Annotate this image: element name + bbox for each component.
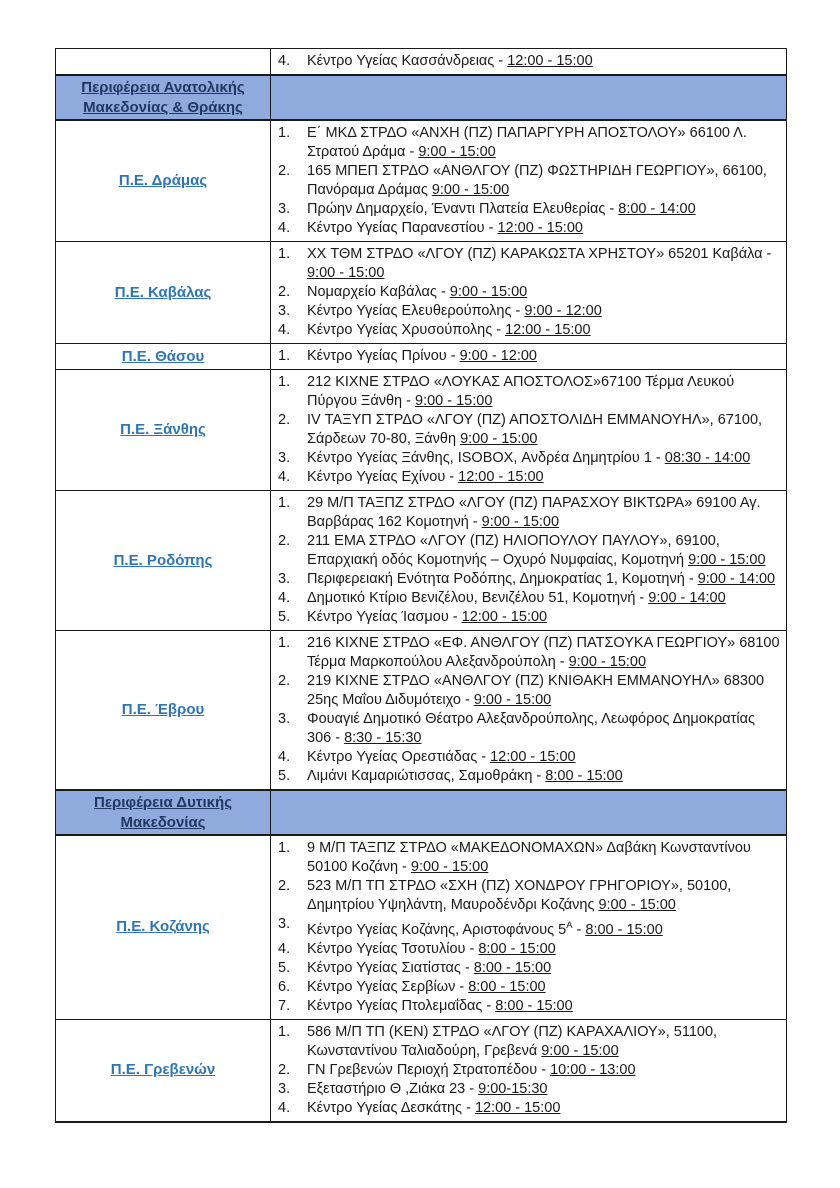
schedule-item	[278, 124, 780, 162]
item-location-text: Λιμάνι Καμαριώτισσας, Σαμοθράκη -	[307, 768, 546, 784]
region-header-cell	[56, 790, 271, 835]
schedule-item	[278, 1099, 780, 1118]
item-number: 5.	[278, 609, 291, 625]
item-text	[307, 1023, 780, 1061]
schedule-item	[278, 940, 780, 959]
locations-cell	[271, 49, 787, 76]
item-time: 9:00 - 15:00	[415, 393, 493, 409]
item-text	[307, 570, 780, 589]
item-location-text: Κέντρο Υγείας Εχίνου -	[307, 469, 459, 485]
schedule-item	[278, 672, 780, 710]
item-text	[307, 283, 780, 302]
item-number: 4.	[278, 322, 291, 338]
item-location-text: 219 ΚΙΧΝΕ ΣΤΡΔΟ «ΑΝΘΛΓΟΥ (ΠΖ) ΚΝΙΘΑΚΗ ΕΜΜΑΝΟΥΗΛ» 68300 25ης Μαΐου Διδυμότειχο -	[307, 673, 765, 708]
item-time: 8:00 - 15:00	[585, 921, 663, 938]
item-location-text: Φουαγιέ Δημοτικό Θέατρο Αλεξανδρούπολης, Λεωφόρος Δημοκρατίας 306 -	[307, 711, 755, 746]
schedule-item	[278, 877, 780, 915]
item-text	[307, 978, 780, 997]
region-header-row	[56, 790, 787, 835]
item-number: 3.	[278, 571, 291, 587]
unit-name-cell	[56, 835, 271, 1019]
schedule-item	[278, 839, 780, 877]
item-location-text: Κέντρο Υγείας Ίασμου -	[307, 609, 462, 625]
locations-cell	[271, 344, 787, 370]
item-number: 1.	[278, 348, 291, 364]
item-location-text: Εξεταστήριο Θ ,Ζιάκα 23 -	[307, 1080, 479, 1097]
schedule-item	[278, 449, 780, 468]
item-number: 2.	[278, 673, 291, 689]
item-text	[307, 1080, 780, 1099]
item-number: 1.	[278, 1023, 291, 1040]
schedule-item	[278, 997, 780, 1016]
schedule-item	[278, 1080, 780, 1099]
item-number: 4.	[278, 590, 291, 606]
item-location-text: Πρώην Δημαρχείο, Έναντι Πλατεία Ελευθερίας -	[307, 201, 619, 217]
schedule-item	[278, 710, 780, 748]
item-location-text: 212 ΚΙΧΝΕ ΣΤΡΔΟ «ΛΟΥΚΑΣ ΑΠΟΣΤΟΛΟΣ»67100 Τέρμα Λευκού Πύργου Ξάνθη -	[307, 374, 735, 409]
item-number: 2.	[278, 1061, 291, 1078]
locations-cell	[271, 1019, 787, 1122]
item-number: 1.	[278, 635, 291, 651]
item-location-text: 586 Μ/Π ΤΠ (ΚΕΝ) ΣΤΡΔΟ «ΛΓΟΥ (ΠΖ) ΚΑΡΑΧΑΛΙΟΥ», 51100, Κωνσταντίνου Ταλιαδούρη, Γρεβενά	[307, 1023, 718, 1059]
unit-name-link[interactable]: Π.Ε. Γρεβενών	[110, 1061, 216, 1079]
schedule-item	[278, 748, 780, 767]
item-location-text: Κέντρο Υγείας Σιατίστας -	[307, 959, 474, 976]
unit-row	[56, 120, 787, 242]
schedule-item	[278, 283, 780, 302]
item-time: 12:00 - 15:00	[490, 749, 576, 765]
unit-row	[56, 1019, 787, 1122]
item-text	[307, 589, 780, 608]
item-number: 4.	[278, 749, 291, 765]
item-number: 4.	[278, 940, 291, 957]
item-text	[307, 468, 780, 487]
item-number: 4.	[278, 1099, 291, 1116]
item-time: 12:00 - 15:00	[505, 322, 591, 338]
schedule-item	[278, 978, 780, 997]
item-time: 9:00 - 15:00	[568, 654, 647, 670]
item-number: 5.	[278, 959, 291, 976]
item-time: 9:00-15:30	[478, 1080, 548, 1097]
item-number: 5.	[278, 768, 291, 784]
schedule-item	[278, 373, 780, 411]
item-location-text: Περιφερειακή Ενότητα Ροδόπης, Δημοκρατίας 1, Κομοτηνή -	[307, 571, 698, 587]
schedule-item	[278, 52, 780, 71]
schedule-item	[278, 162, 780, 200]
locations-cell	[271, 242, 787, 344]
item-text	[307, 373, 780, 411]
region-header-label[interactable]: Περιφέρεια Δυτικής Μακεδονίας	[94, 794, 232, 831]
item-time: 9:00 - 15:00	[473, 692, 552, 708]
unit-name-cell	[56, 344, 271, 370]
schedule-item	[278, 570, 780, 589]
item-text	[307, 347, 780, 366]
schedule-item	[278, 634, 780, 672]
item-text	[307, 532, 780, 570]
item-location-text: Κέντρο Υγείας Πτολεμαΐδας -	[307, 997, 496, 1014]
item-text	[307, 1061, 780, 1080]
region-table-body	[56, 49, 787, 1122]
item-number: 1.	[278, 840, 291, 856]
unit-row	[56, 370, 787, 491]
item-location-text: 211 ΕΜΑ ΣΤΡΔΟ «ΛΓΟΥ (ΠΖ) ΗΛΙΟΠΟΥΛΟΥ ΠΑΥΛΟΥ», 69100, Επαρχιακή οδός Κομοτηνής – Οχυρό Νυμφαίας, Κομοτηνή	[307, 533, 720, 568]
schedule-item	[278, 468, 780, 487]
unit-row	[56, 631, 787, 791]
unit-row	[56, 344, 787, 370]
unit-row	[56, 242, 787, 344]
item-number: 3.	[278, 1080, 291, 1097]
schedule-item	[278, 200, 780, 219]
item-location-text: Νομαρχείο Καβάλας -	[307, 284, 450, 300]
item-text	[307, 52, 780, 71]
item-number: 4.	[278, 469, 291, 485]
unit-name-link[interactable]: Π.Ε. Κοζάνης	[116, 918, 210, 936]
item-time: 8:00 - 15:00	[545, 768, 623, 784]
item-location-text: Ε΄ ΜΚΔ ΣΤΡΔΟ «ΑΝΧΗ (ΠΖ) ΠΑΠΑΡΓΥΡΗ ΑΠΟΣΤΟΛΟΥ» 66100 Λ. Στρατού Δράμα -	[307, 125, 747, 160]
unit-name-cell	[56, 49, 271, 76]
unit-name-cell	[56, 1019, 271, 1122]
schedule-item	[278, 915, 780, 940]
item-time: 9:00 - 15:00	[418, 144, 496, 160]
item-location-text: Κέντρο Υγείας Χρυσούπολης -	[307, 322, 506, 338]
item-text	[307, 302, 780, 321]
schedule-item	[278, 494, 780, 532]
item-location-text: Δημοτικό Κτίριο Βενιζέλου, Βενιζέλου 51, Κομοτηνή -	[307, 590, 649, 606]
schedule-item	[278, 219, 780, 238]
item-number: 4.	[278, 53, 291, 69]
item-number: 4.	[278, 220, 291, 236]
item-number: 3.	[278, 711, 291, 727]
item-text	[307, 219, 780, 238]
locations-cell	[271, 835, 787, 1019]
locations-cell	[271, 120, 787, 242]
item-text	[307, 839, 780, 877]
unit-name-link[interactable]: Π.Ε. Θάσου	[121, 347, 205, 365]
item-time: 9:00 - 15:00	[460, 431, 538, 447]
unit-row	[56, 491, 787, 631]
schedule-item	[278, 411, 780, 449]
item-number: 2.	[278, 412, 291, 428]
item-number: 1.	[278, 495, 291, 511]
item-location-text: ΓΝ Γρεβενών Περιοχή Στρατοπέδου -	[307, 1061, 551, 1078]
unit-name-link[interactable]: Π.Ε. Έβρου	[121, 701, 205, 718]
item-text	[307, 200, 780, 219]
item-number: 3.	[278, 916, 291, 932]
schedule-item	[278, 608, 780, 627]
schedule-item	[278, 302, 780, 321]
schedule-item	[278, 1023, 780, 1061]
unit-name-link[interactable]: Π.Ε. Καβάλας	[114, 283, 212, 301]
schedule-item	[278, 589, 780, 608]
item-text	[307, 162, 780, 200]
item-location-text: 29 Μ/Π ΤΑΞΠΖ ΣΤΡΔΟ «ΛΓΟΥ (ΠΖ) ΠΑΡΑΣΧΟΥ ΒΙΚΤΩΡΑ» 69100 Αγ. Βαρβάρας 162 Κομοτηνή -	[307, 495, 761, 530]
item-text	[307, 748, 780, 767]
item-time: 8:00 - 15:00	[468, 978, 546, 995]
unit-name-cell	[56, 631, 271, 791]
item-number: 3.	[278, 450, 291, 466]
locations-cell	[271, 631, 787, 791]
unit-name-cell	[56, 120, 271, 242]
item-time: 9:00 - 12:00	[459, 348, 537, 364]
item-time: 12:00 - 15:00	[474, 1099, 561, 1116]
unit-name-link[interactable]: Π.Ε. Ξάνθης	[120, 421, 206, 438]
item-location-text: -	[572, 921, 586, 938]
region-header-row	[56, 75, 787, 120]
item-text	[307, 321, 780, 340]
item-location-text: 523 Μ/Π ΤΠ ΣΤΡΔΟ «ΣΧΗ (ΠΖ) ΧΟΝΔΡΟΥ ΓΡΗΓΟΡΙΟΥ», 50100, Δημητρίου Υψηλάντη, Μαυροδένδρι Κοζάνης	[307, 878, 732, 913]
item-text	[307, 767, 780, 786]
item-location-text: XX ΤΘΜ ΣΤΡΔΟ «ΛΓΟΥ (ΠΖ) ΚΑΡΑΚΩΣΤΑ ΧΡΗΣΤΟΥ» 65201 Καβάλα -	[307, 246, 772, 262]
item-location-text: Κέντρο Υγείας Ξάνθης, ISOBOX, Ανδρέα Δημητρίου 1 -	[307, 450, 665, 466]
item-text	[307, 997, 780, 1016]
item-time: 8:00 - 15:00	[478, 940, 556, 957]
item-time: 9:00 - 12:00	[524, 303, 602, 319]
item-number: 7.	[278, 997, 291, 1014]
item-time: 9:00 - 15:00	[481, 514, 560, 530]
item-location-text: 165 ΜΠΕΠ ΣΤΡΔΟ «ΑΝΘΛΓΟΥ (ΠΖ) ΦΩΣΤΗΡΙΔΗ ΓΕΩΡΓΙΟΥ», 66100, Πανόραμα Δράμας	[307, 163, 767, 198]
locations-cell	[271, 491, 787, 631]
item-location-text: 9 Μ/Π ΤΑΞΠΖ ΣΤΡΔΟ «ΜΑΚΕΔΟΝΟΜΑΧΩΝ» Δαβάκη Κωνσταντίνου 50100 Κοζάνη -	[307, 840, 751, 875]
item-number: 6.	[278, 978, 291, 995]
item-time: 9:00 - 14:00	[697, 571, 776, 587]
item-time: 08:30 - 14:00	[664, 450, 751, 466]
item-time: 8:00 - 15:00	[473, 959, 552, 976]
schedule-item	[278, 245, 780, 283]
item-text	[307, 959, 780, 978]
item-location-text: Κέντρο Υγείας Ορεστιάδας -	[307, 749, 491, 765]
item-text	[307, 494, 780, 532]
item-text	[307, 124, 780, 162]
item-location-text: Κέντρο Υγείας Δεσκάτης -	[307, 1099, 475, 1116]
item-location-text: Κέντρο Υγείας Τσοτυλίου -	[307, 940, 479, 957]
item-time: 9:00 - 15:00	[598, 897, 676, 913]
item-location-text: Κέντρο Υγείας Σερβίων -	[307, 978, 469, 995]
item-text	[307, 710, 780, 748]
item-location-text: 216 ΚΙΧΝΕ ΣΤΡΔΟ «ΕΦ. ΑΝΘΛΓΟΥ (ΠΖ) ΠΑΤΣΟΥΚΑ ΓΕΩΡΓΙΟΥ» 68100 Τέρμα Μαρκοπούλου Αλεξανδρούπολη -	[307, 635, 780, 670]
unit-name-cell	[56, 370, 271, 491]
item-time: 8:00 - 15:00	[495, 997, 573, 1014]
item-location-text: IV ΤΑΞΥΠ ΣΤΡΔΟ «ΛΓΟΥ (ΠΖ) ΑΠΟΣΤΟΛΙΔΗ ΕΜΜΑΝΟΥΗΛ», 67100, Σάρδεων 70-80, Ξάνθη	[307, 412, 763, 447]
schedule-item	[278, 959, 780, 978]
item-location-text: Κέντρο Υγείας Παρανεστίου -	[307, 220, 498, 236]
item-number: 2.	[278, 533, 291, 549]
item-time: 8:00 - 14:00	[618, 201, 696, 217]
region-header-cell	[56, 75, 271, 120]
item-text	[307, 877, 780, 915]
item-time: 10:00 - 13:00	[550, 1061, 636, 1078]
item-number: 3.	[278, 303, 291, 319]
item-time: 9:00 - 14:00	[648, 590, 726, 606]
continuation-row	[56, 49, 787, 76]
region-header-empty-cell	[271, 790, 787, 835]
region-schedule-table	[55, 48, 787, 1123]
item-text	[307, 1099, 780, 1118]
item-text	[307, 672, 780, 710]
item-time: 12:00 - 15:00	[507, 53, 593, 69]
item-location-text: Α	[566, 919, 573, 930]
item-number: 1.	[278, 374, 291, 390]
unit-row	[56, 835, 787, 1019]
unit-name-link[interactable]: Π.Ε. Δράμας	[118, 172, 208, 189]
item-time: 8:30 - 15:30	[344, 730, 422, 746]
item-location-text: Κέντρο Υγείας Κασσάνδρειας -	[307, 53, 508, 69]
item-time: 9:00 - 15:00	[431, 182, 510, 198]
schedule-item	[278, 1061, 780, 1080]
item-time: 9:00 - 15:00	[449, 284, 528, 300]
schedule-item	[278, 532, 780, 570]
unit-name-link[interactable]: Π.Ε. Ροδόπης	[113, 551, 213, 569]
schedule-item	[278, 347, 780, 366]
item-time: 9:00 - 15:00	[410, 859, 489, 875]
item-number: 2.	[278, 878, 291, 894]
item-text	[307, 940, 780, 959]
item-number: 1.	[278, 125, 291, 141]
unit-name-cell	[56, 491, 271, 631]
item-text	[307, 245, 780, 283]
item-time: 9:00 - 15:00	[307, 265, 385, 281]
locations-cell	[271, 370, 787, 491]
schedule-item	[278, 767, 780, 786]
item-text	[307, 449, 780, 468]
item-time: 9:00 - 15:00	[541, 1042, 619, 1059]
item-text	[307, 634, 780, 672]
schedule-item	[278, 321, 780, 340]
item-time: 12:00 - 15:00	[461, 609, 548, 625]
item-time: 12:00 - 15:00	[497, 220, 583, 236]
item-time: 12:00 - 15:00	[458, 469, 544, 485]
item-location-text: Κέντρο Υγείας Πρίνου -	[307, 348, 460, 364]
item-text	[307, 411, 780, 449]
item-number: 3.	[278, 201, 291, 217]
region-header-label[interactable]: Περιφέρεια Ανατολικής Μακεδονίας & Θράκης	[81, 79, 245, 116]
item-time: 9:00 - 15:00	[688, 552, 766, 568]
item-text	[307, 915, 780, 940]
item-number: 1.	[278, 246, 291, 262]
item-location-text: Κέντρο Υγείας Κοζάνης, Αριστοφάνους 5	[307, 921, 567, 938]
item-number: 2.	[278, 284, 291, 300]
item-text	[307, 608, 780, 627]
region-header-empty-cell	[271, 75, 787, 120]
item-number: 2.	[278, 163, 291, 179]
item-location-text: Κέντρο Υγείας Ελευθερούπολης -	[307, 303, 525, 319]
unit-name-cell	[56, 242, 271, 344]
